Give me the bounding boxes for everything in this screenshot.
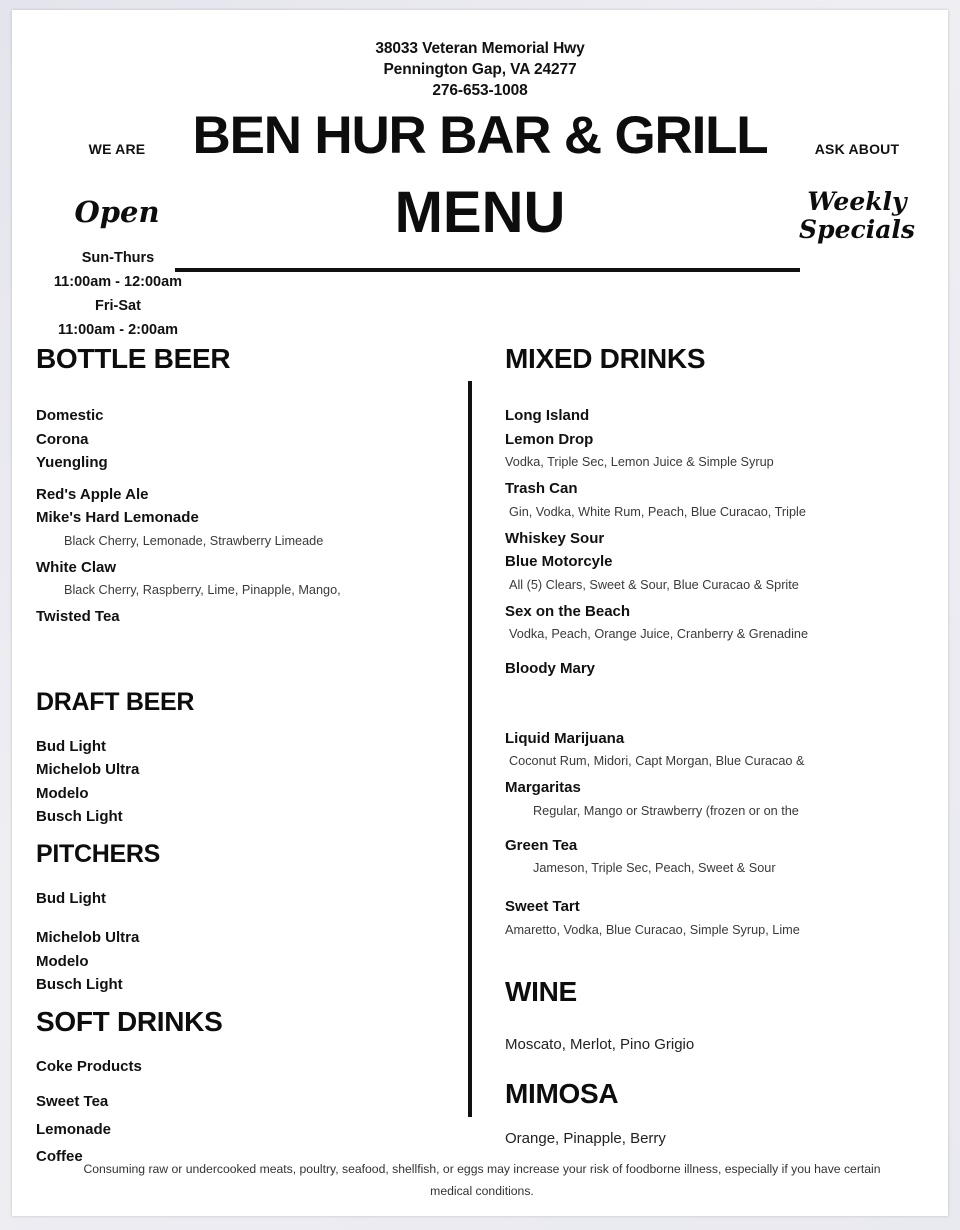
- menu-item-sweet-tea: Sweet Tea: [36, 1093, 109, 1110]
- hours-block: [20, 246, 216, 342]
- menu-item-draft-busch-light: Busch Light: [36, 808, 123, 825]
- spacer: [505, 822, 925, 834]
- menu-item-mikes-hard-lemonade: Mike's Hard Lemonade: [36, 509, 199, 526]
- spacer: [505, 879, 925, 895]
- menu-item-sex-on-the-beach: Sex on the Beach: [505, 602, 631, 620]
- address-line-1: 38033 Veteran Memorial Hwy: [375, 40, 585, 57]
- right-column: [505, 342, 925, 1151]
- menu-item-blue-motorcycle: Blue Motorcyle: [505, 553, 613, 570]
- menu-item-coke-products: Coke Products: [36, 1057, 142, 1075]
- spacer: [505, 941, 925, 975]
- weekly-specials-label: [767, 188, 947, 244]
- menu-item-draft-michelob-ultra: Michelob Ultra: [36, 761, 140, 778]
- spacer: [36, 910, 456, 926]
- menu-item-trash-can: Trash Can: [505, 480, 578, 497]
- hours-line-fri-sat-time: 11:00am - 2:00am: [57, 322, 179, 338]
- spacer: [36, 997, 456, 1005]
- menu-item-coffee: Coffee: [36, 1148, 83, 1165]
- section-title-mixed-drinks: MIXED DRINKS: [505, 343, 706, 374]
- spacer: [505, 645, 925, 657]
- open-script-label: Open: [74, 195, 160, 229]
- spacer: [505, 1057, 925, 1077]
- menu-item-white-claw: White Claw: [36, 558, 117, 576]
- menu-item-yuengling: Yuengling: [36, 454, 108, 471]
- weekly-specials-line-1: Weekly: [807, 187, 907, 216]
- menu-item-pitcher-modelo: Modelo: [36, 952, 89, 970]
- restaurant-title: BEN HUR BAR & GRILL: [192, 106, 768, 165]
- menu-heading: MENU: [394, 180, 566, 245]
- menu-item-trash-can-desc: Gin, Vodka, White Rum, Peach, Blue Curacao, Triple: [509, 504, 806, 519]
- section-title-draft-beer: DRAFT BEER: [36, 687, 195, 716]
- menu-item-pitcher-bud-light: Bud Light: [36, 889, 106, 907]
- section-title-bottle-beer: BOTTLE BEER: [36, 343, 231, 374]
- menu-item-twisted-tea: Twisted Tea: [36, 608, 120, 625]
- section-title-soft-drinks: SOFT DRINKS: [36, 1005, 223, 1037]
- menu-item-lemon-drop-desc: Vodka, Triple Sec, Lemon Juice & Simple Syrup: [505, 455, 774, 469]
- column-divider: [468, 381, 472, 1117]
- spacer: [505, 392, 925, 404]
- spacer: [36, 829, 456, 837]
- menu-item-pitcher-michelob-ultra: Michelob Ultra: [36, 929, 140, 946]
- header-divider-rule: [175, 268, 800, 272]
- mimosa-options: Orange, Pinapple, Berry: [505, 1129, 666, 1147]
- menu-item-lemon-drop: Lemon Drop: [505, 430, 594, 448]
- menu-item-green-tea: Green Tea: [505, 836, 578, 854]
- section-title-pitchers: PITCHERS: [36, 839, 161, 868]
- spacer: [36, 475, 456, 483]
- address-block: [12, 38, 948, 101]
- menu-item-white-claw-desc: Black Cherry, Raspberry, Lime, Pinapple, Mango,: [64, 583, 341, 597]
- menu-item-long-island: Long Island: [505, 407, 590, 424]
- menu-item-lemonade: Lemonade: [36, 1120, 112, 1138]
- spacer: [505, 1025, 925, 1033]
- ask-about-label: ASK ABOUT: [814, 141, 900, 157]
- menu-item-draft-modelo: Modelo: [36, 784, 89, 802]
- hours-line-sun-thurs-time: 11:00am - 12:00am: [53, 274, 183, 290]
- spacer: [36, 629, 456, 685]
- address-line-2: Pennington Gap, VA 24277: [383, 61, 577, 78]
- foodborne-illness-disclaimer: Consuming raw or undercooked meats, poultry, seafood, shellfish, or eggs may increase your risk of foodborne illness, especially if you have certain medical conditions.: [83, 1162, 881, 1198]
- hours-line-fri-sat: Fri-Sat: [95, 298, 141, 314]
- menu-item-sex-on-the-beach-desc: Vodka, Peach, Orange Juice, Cranberry & Grenadine: [509, 627, 809, 641]
- section-title-mimosa: MIMOSA: [505, 1077, 619, 1109]
- menu-item-green-tea-desc: Jameson, Triple Sec, Peach, Sweet & Sour: [533, 861, 776, 875]
- menu-item-margaritas: Margaritas: [505, 779, 581, 796]
- section-title-wine: WINE: [505, 975, 577, 1007]
- we-are-label: WE ARE: [88, 141, 146, 157]
- menu-item-domestic: Domestic: [36, 407, 104, 424]
- hours-line-sun-thurs: Sun-Thurs: [81, 250, 155, 266]
- menu-item-draft-bud-light: Bud Light: [36, 737, 106, 755]
- menu-item-bloody-mary: Bloody Mary: [505, 660, 596, 677]
- spacer: [36, 392, 456, 404]
- menu-item-blue-motorcycle-desc: All (5) Clears, Sweet & Sour, Blue Curacao & Sprite: [509, 577, 799, 592]
- menu-item-liquid-marijuana: Liquid Marijuana: [505, 729, 625, 747]
- spacer: [505, 681, 925, 727]
- weekly-specials-line-2: Specials: [799, 215, 915, 244]
- left-column: [36, 342, 456, 1169]
- menu-item-margaritas-desc: Regular, Mango or Strawberry (frozen or on the: [533, 803, 799, 818]
- menu-item-sweet-tart-desc: Amaretto, Vodka, Blue Curacao, Simple Syrup, Lime: [505, 922, 800, 937]
- wine-options: Moscato, Merlot, Pino Grigio: [505, 1035, 695, 1053]
- phone-number: 276-653-1008: [432, 82, 528, 99]
- menu-item-reds-apple-ale: Red's Apple Ale: [36, 485, 149, 503]
- menu-item-sweet-tart: Sweet Tart: [505, 898, 580, 915]
- menu-page: [12, 10, 948, 1216]
- spacer: [36, 1078, 456, 1090]
- menu-item-liquid-marijuana-desc: Coconut Rum, Midori, Capt Morgan, Blue Curacao &: [509, 754, 805, 768]
- menu-item-pitcher-busch-light: Busch Light: [36, 976, 123, 993]
- menu-item-corona: Corona: [36, 430, 89, 448]
- menu-item-mikes-hard-lemonade-desc: Black Cherry, Lemonade, Strawberry Limeade: [64, 533, 324, 548]
- menu-item-whiskey-sour: Whiskey Sour: [505, 529, 605, 547]
